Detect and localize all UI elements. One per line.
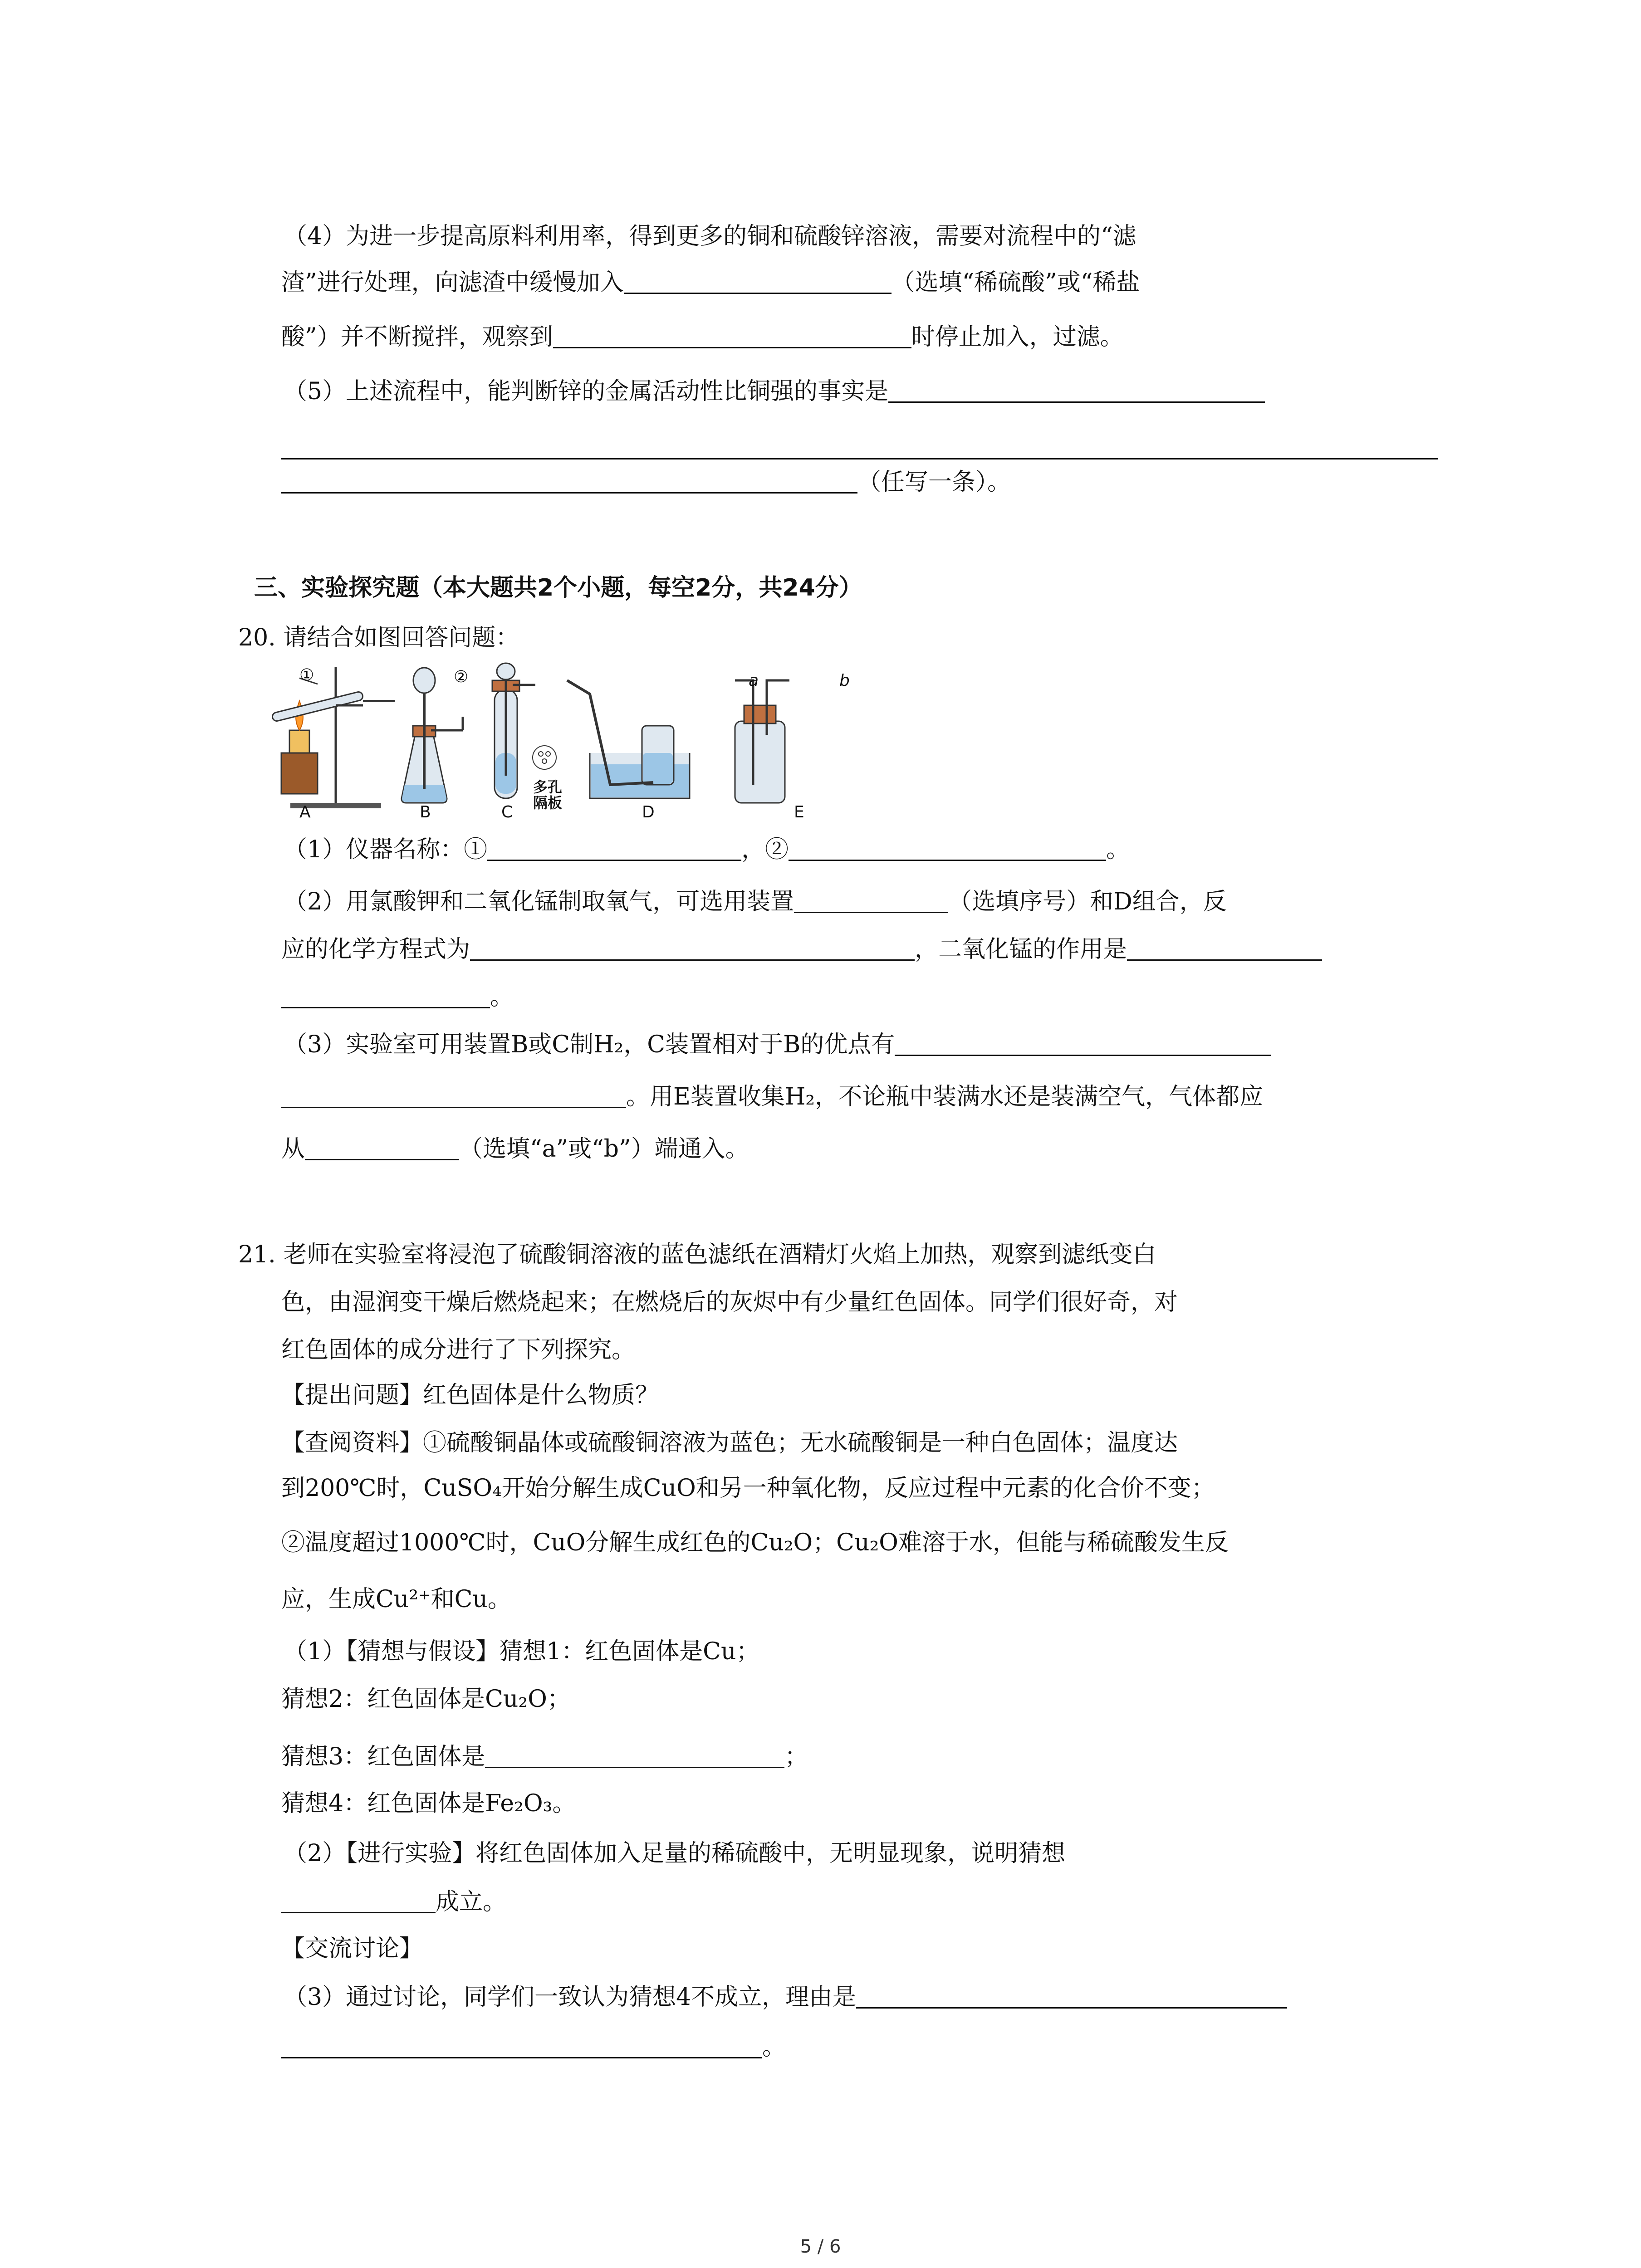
caption-d: D [642,803,655,821]
q21-line1: 21. 老师在实验室将浸泡了硫酸铜溶液的蓝色滤纸在酒精灯火焰上加热，观察到滤纸变白 [238,1241,1156,1268]
apparatus-a-icon [277,667,395,808]
answer-blank[interactable] [281,469,857,494]
answer-blank[interactable] [895,1032,1271,1056]
figure-label-1: ① [299,666,314,684]
caption-a: A [299,803,311,821]
q21-line4: 【提出问题】红色固体是什么物质？ [281,1382,659,1409]
answer-blank[interactable] [281,984,490,1008]
answer-blank[interactable] [281,1084,626,1108]
answer-blank[interactable] [794,889,948,913]
answer-blank[interactable] [485,1744,784,1768]
q21-line15: 【交流讨论】 [281,1935,423,1962]
answer-blank[interactable] [487,837,741,861]
apparatus-drawing [272,662,907,826]
porous-plate-label-2: 隔板 [533,794,563,811]
q20-part3-line1: （3）实验室可用装置B或C制H₂，C装置相对于B的优点有 [284,1032,1271,1056]
apparatus-b-icon [402,668,463,803]
answer-blank[interactable] [624,270,892,294]
figure-label-b: b [839,671,850,690]
q21-line11: 猜想3：红色固体是 ； [281,1743,808,1770]
q20-part3-line2: 。用E装置收集H₂，不论瓶中装满水还是装满空气，气体都应 [281,1084,1263,1109]
apparatus-figure [272,662,907,826]
q21-line7: ②温度超过1000℃时，CuO分解生成红色的Cu₂O；Cu₂O难溶于水，但能与稀硫酸发生反 [281,1529,1229,1556]
q21-line6: 到200℃时，CuSO₄开始分解生成CuO和另一种氧化物，反应过程中元素的化合价不变； [281,1475,1215,1502]
q21-line17: 。 [281,2034,786,2059]
answer-blank[interactable] [888,379,1265,403]
q21-line5: 【查阅资料】①硫酸铜晶体或硫酸铜溶液为蓝色；无水硫酸铜是一种白色固体；温度达 [281,1429,1178,1457]
answer-blank[interactable] [281,458,1438,459]
q21-line10: 猜想2：红色固体是Cu₂O； [281,1686,571,1713]
q21-line2: 色，由湿润变干燥后燃烧起来；在燃烧后的灰烬中有少量红色固体。同学们很好奇，对 [281,1289,1178,1316]
q21-line14: 成立。 [281,1889,506,1914]
answer-blank[interactable] [470,937,915,961]
apparatus-e-icon [735,680,789,803]
caption-c: C [501,803,513,821]
q20-stem: 20. 请结合如图回答问题： [238,624,519,651]
q20-part2-line1: （2）用氯酸钾和二氧化锰制取氧气，可选用装置 （选填序号）和D组合，反 [284,888,1227,915]
q21-line12: 猜想4：红色固体是Fe₂O₃。 [281,1790,576,1817]
answer-blank[interactable] [553,324,911,348]
porous-plate-label-1: 多孔 [533,778,563,796]
q19-part4-line3: 酸”）并不断搅拌，观察到 时停止加入，过滤。 [281,323,1124,351]
caption-b: B [420,803,431,821]
q19-part5-line1: （5）上述流程中，能判断锌的金属活动性比铜强的事实是 [284,379,1265,403]
q20-part3-line3: 从 （选填“a”或“b”）端通入。 [281,1135,749,1163]
figure-label-2: ② [454,668,469,686]
answer-blank[interactable] [281,1889,436,1913]
apparatus-d-icon [567,680,690,798]
answer-blank[interactable] [281,2034,762,2058]
q21-line9: （1）【猜想与假设】猜想1：红色固体是Cu； [284,1638,760,1665]
q21-line13: （2）【进行实验】将红色固体加入足量的稀硫酸中，无明显现象，说明猜想 [284,1840,1066,1867]
answer-blank[interactable] [856,1984,1287,2009]
q21-line16: （3）通过讨论，同学们一致认为猜想4不成立，理由是 [284,1984,1287,2009]
answer-blank[interactable] [789,837,1106,861]
q20-part2-line2: 应的化学方程式为 ，二氧化锰的作用是 [281,937,1322,961]
page-number: 5 / 6 [800,2236,841,2257]
figure-label-a: a [749,671,759,690]
q21-line3: 红色固体的成分进行了下列探究。 [281,1336,636,1364]
q21-line8: 应，生成Cu²⁺和Cu。 [281,1586,511,1613]
answer-blank[interactable] [305,1136,459,1160]
q19-part4-line1: （4）为进一步提高原料利用率，得到更多的铜和硫酸锌溶液，需要对流程中的“滤 [284,223,1136,250]
answer-blank[interactable] [1127,937,1322,961]
q20-part2-line3: 。 [281,984,514,1009]
caption-e: E [794,803,804,821]
q19-part5-line3: （任写一条）。 [281,469,1011,494]
q20-part1: （1）仪器名称：① ，② 。 [284,836,1130,863]
section-heading: 三、实验探究题（本大题共2个小题，每空2分，共24分） [254,574,862,601]
q19-part4-line2: 渣”进行处理，向滤渣中缓慢加入 （选填“稀硫酸”或“稀盐 [281,269,1140,296]
